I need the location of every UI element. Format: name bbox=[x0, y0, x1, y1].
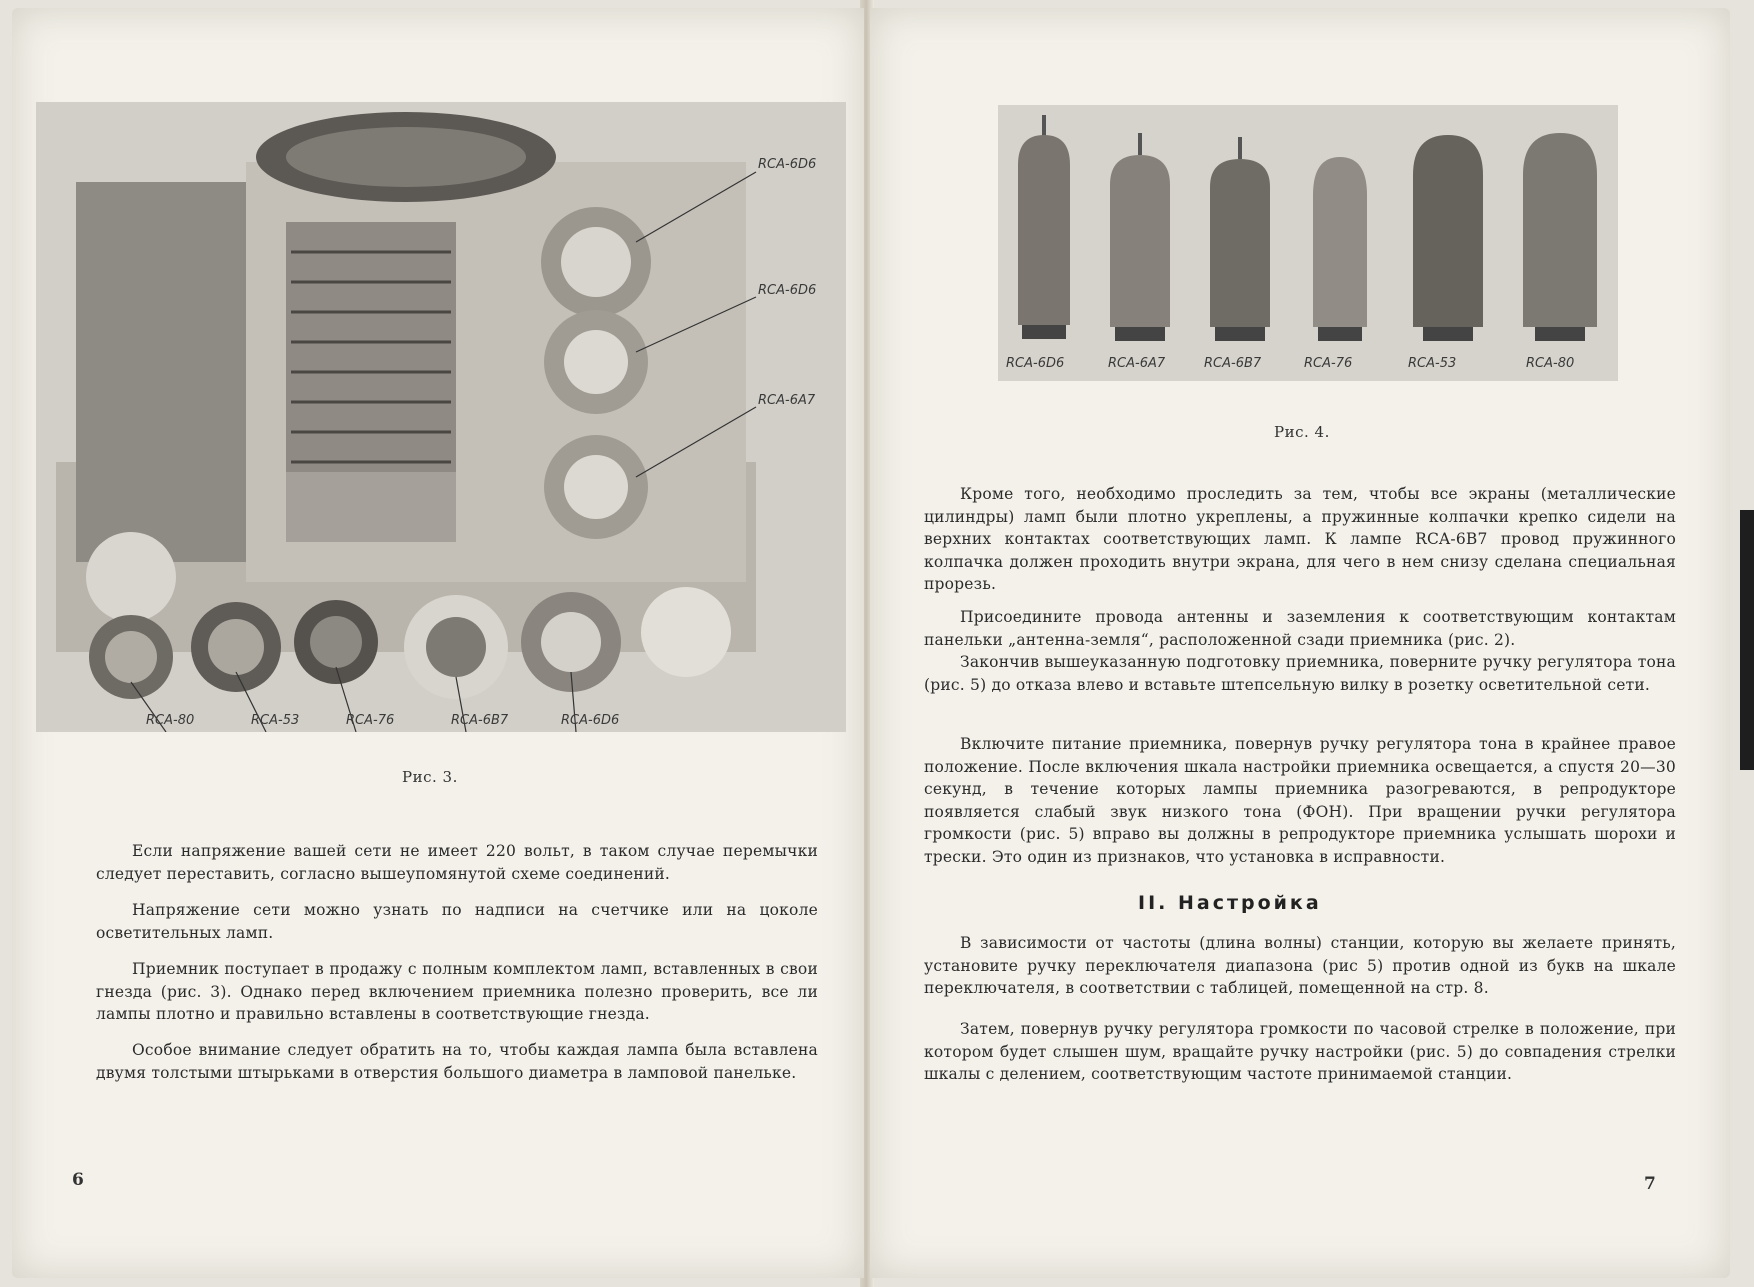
left-paragraph-3: Приемник поступает в продажу с полным комплектом ламп, вставленных в свои гнезда (рис. 3). Однако перед включением приемника полезно проверить, все ли лампы плотно и правильно вставлены в соответствующие гнезда. bbox=[96, 960, 818, 1023]
fig4-label-1: RCA-6D6 bbox=[1006, 356, 1065, 371]
fig3-label-6: RCA-76 bbox=[346, 713, 395, 728]
right-paragraph-6: Затем, повернув ручку регулятора громкости по часовой стрелке в положение, при котором будет слышен шум, вращайте ручку настройки (рис. 5) до совпадения стрелки шкалы с делением, соответствующим частоте принимаемой станции. bbox=[924, 1020, 1676, 1083]
figure-4-caption: Рис. 4. bbox=[1274, 423, 1330, 441]
right-paragraph-5: В зависимости от частоты (длина волны) станции, которую вы желаете принять, установите ручку переключателя диапазона (рис 5) против одной из букв на шкале переключателя, в соответствии с таблицей, помещенной на стр. 8. bbox=[924, 934, 1676, 997]
right-page bbox=[870, 8, 1730, 1278]
left-paragraph-1: Если напряжение вашей сети не имеет 220 вольт, в таком случае перемычки следует переставить, согласно вышеупомянутой схеме соединений. bbox=[96, 842, 818, 883]
fig3-label-5: RCA-53 bbox=[251, 713, 300, 728]
fig3-label-3: RCA-6A7 bbox=[758, 393, 816, 408]
fig4-label-2: RCA-6A7 bbox=[1108, 356, 1166, 371]
chassis-photo-illustration bbox=[36, 102, 846, 732]
fig4-label-5: RCA-53 bbox=[1408, 356, 1457, 371]
section-heading: II. Настройка bbox=[1138, 892, 1322, 914]
right-paragraph-4: Включите питание приемника, повернув ручку регулятора тона в крайнее правое положение. После включения шкала настройки приемника освещается, а спустя 20—30 секунд, в течение которых лампы приемника разогреваются, в репродукторе появляется слабый звук низкого тона (ФОН). При вращении ручки регулятора громкости (рис. 5) вправо вы должны в репродукторе приемника услышать шорохи и трески. Это один из признаков, что установка в исправности. bbox=[924, 735, 1676, 866]
fig3-label-1: RCA-6D6 bbox=[758, 157, 817, 172]
figure-4-tubes-photo bbox=[998, 105, 1618, 381]
tubes-photo-illustration bbox=[998, 105, 1618, 381]
left-page bbox=[12, 8, 864, 1278]
fig4-label-3: RCA-6B7 bbox=[1204, 356, 1262, 371]
right-paragraph-1: Кроме того, необходимо проследить за тем, чтобы все экраны (металлические цилиндры) ламп были плотно укреплены, а пружинные колпачки крепко сидели на верхних контактах соответствующих ламп. К лампе RCA-6B7 провод пружинного колпачка должен проходить внутри экрана, для чего в нем снизу сделана специальная прорезь. bbox=[924, 485, 1676, 593]
page-number-right: 7 bbox=[1644, 1174, 1656, 1194]
fig4-label-4: RCA-76 bbox=[1304, 356, 1353, 371]
fig4-label-6: RCA-80 bbox=[1526, 356, 1575, 371]
fig3-label-8: RCA-6D6 bbox=[561, 713, 620, 728]
figure-3-caption: Рис. 3. bbox=[402, 768, 458, 786]
page-number-left: 6 bbox=[72, 1170, 84, 1190]
fig3-label-7: RCA-6B7 bbox=[451, 713, 509, 728]
figure-3-chassis-photo bbox=[36, 102, 846, 732]
right-paragraph-3: Закончив вышеуказанную подготовку приемника, поверните ручку регулятора тона (рис. 5) до отказа влево и вставьте штепсельную вилку в розетку осветительной сети. bbox=[924, 653, 1676, 694]
left-paragraph-2: Напряжение сети можно узнать по надписи на счетчике или на цоколе осветительных ламп. bbox=[96, 901, 818, 942]
page-edge-shadow bbox=[1740, 510, 1754, 770]
left-paragraph-4: Особое внимание следует обратить на то, чтобы каждая лампа была вставлена двумя толстыми штырьками в отверстия большого диаметра в ламповой панельке. bbox=[96, 1041, 818, 1082]
right-paragraph-2: Присоедините провода антенны и заземления к соответствующим контактам панельки „антенна-земля“, расположенной сзади приемника (рис. 2). bbox=[924, 608, 1676, 649]
fig3-label-4: RCA-80 bbox=[146, 713, 195, 728]
fig3-label-2: RCA-6D6 bbox=[758, 283, 817, 298]
